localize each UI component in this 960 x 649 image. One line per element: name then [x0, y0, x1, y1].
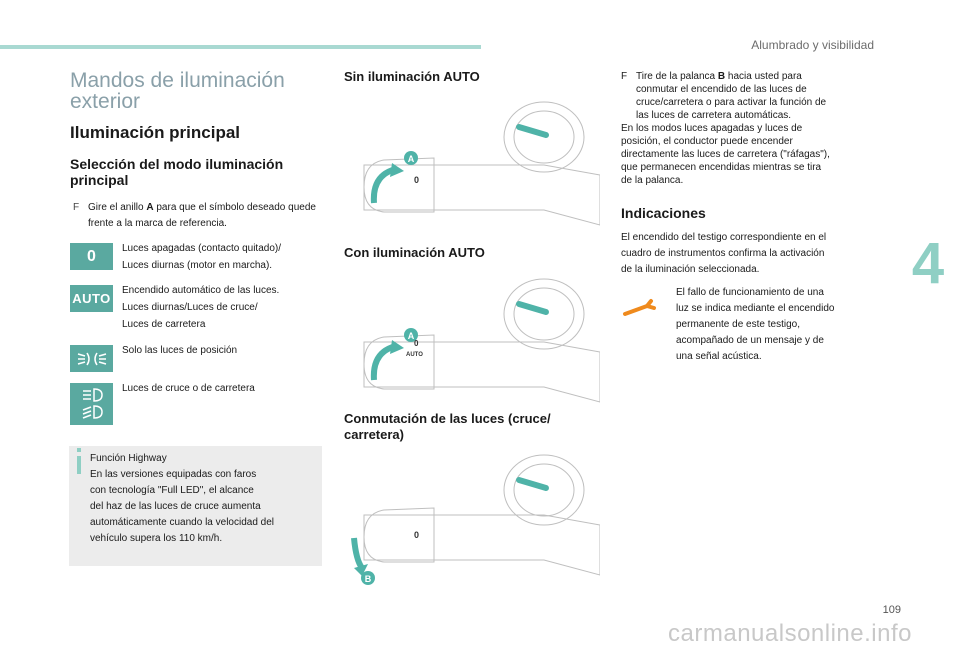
heading-conmutacion: Conmutación de las luces (cruce/ carretera) — [344, 411, 551, 442]
main-title: Mandos de iluminación exterior — [70, 69, 285, 113]
heading-con-auto: Con iluminación AUTO — [344, 245, 485, 260]
wrench-icon — [621, 296, 663, 320]
svg-text:0: 0 — [414, 339, 419, 348]
info-box-highway: Función Highway En las versiones equipadas con faros con tecnología "Full LED", el alcance del haz de las luces de cruce aumenta automáticamente cuando la velocidad del vehículo supera los 110 km/h. — [69, 446, 322, 566]
stalk-illustration-sin-auto — [344, 95, 600, 235]
mode-desc-auto: Encendido automático de las luces. Luces diurnas/Luces de cruce/ Luces de carretera — [122, 285, 280, 330]
stalk-illustration-conmutacion — [344, 450, 600, 590]
modes-paragraph: En los modos luces apagadas y luces de posición, el conductor puede encender directamente las luces de carretera ("ráfagas"), que permanecen encendidas mientras se tira de la palanca. — [621, 123, 830, 186]
info-icon-dot — [77, 448, 81, 452]
warning-paragraph: El fallo de funcionamiento de una luz se indica mediante el encendido permanente de este testigo, acompañado de un mensaje y de una señal acústica. — [676, 287, 835, 362]
svg-text:A: A — [407, 154, 415, 164]
mode-desc-beam: Luces de cruce o de carretera — [122, 383, 255, 394]
header-accent-bar — [0, 45, 481, 49]
svg-text:0: 0 — [414, 530, 420, 540]
position-lights-icon — [70, 345, 113, 372]
heading-sin-auto: Sin iluminación AUTO — [344, 69, 480, 84]
section-title: Alumbrado y visibilidad — [751, 38, 874, 52]
bullet-marker: F — [73, 202, 80, 213]
off-position-icon: 0 — [70, 243, 113, 270]
mode-desc-position: Solo las luces de posición — [122, 345, 238, 356]
svg-text:AUTO: AUTO — [406, 352, 423, 358]
watermark: carmanualsonline.info — [668, 620, 912, 647]
low-high-beam-icon — [70, 383, 113, 425]
svg-text:B: B — [364, 574, 372, 584]
heading-iluminacion-principal: Iluminación principal — [70, 123, 241, 142]
bullet-marker: F — [621, 71, 628, 82]
heading-indicaciones: Indicaciones — [621, 205, 706, 221]
info-title: Función Highway — [90, 453, 167, 464]
svg-text:0: 0 — [414, 175, 420, 185]
stalk-illustration-con-auto — [344, 272, 600, 412]
svg-text:A: A — [407, 331, 415, 341]
instruction-bullet: F Gire el anillo A para que el símbolo deseado quede frente a la marca de referencia. — [73, 202, 316, 229]
tire-palanca-bullet: F Tire de la palanca B hacia usted para conmutar el encendido de las luces de cruce/carretera o para activar la función de las luces de carretera automáticas. — [621, 71, 827, 121]
indicaciones-paragraph: El encendido del testigo correspondiente en el cuadro de instrumentos confirma la activación de la iluminación seleccionada. — [621, 232, 827, 275]
info-icon — [77, 456, 81, 474]
page-number: 109 — [882, 604, 901, 616]
chapter-number: 4 — [896, 225, 960, 301]
auto-lights-icon: AUTO — [70, 285, 113, 312]
subheading-seleccion-modo: Selección del modo iluminación principal — [70, 156, 284, 188]
mode-desc-off: Luces apagadas (contacto quitado)/ Luces diurnas (motor en marcha). — [122, 243, 281, 271]
